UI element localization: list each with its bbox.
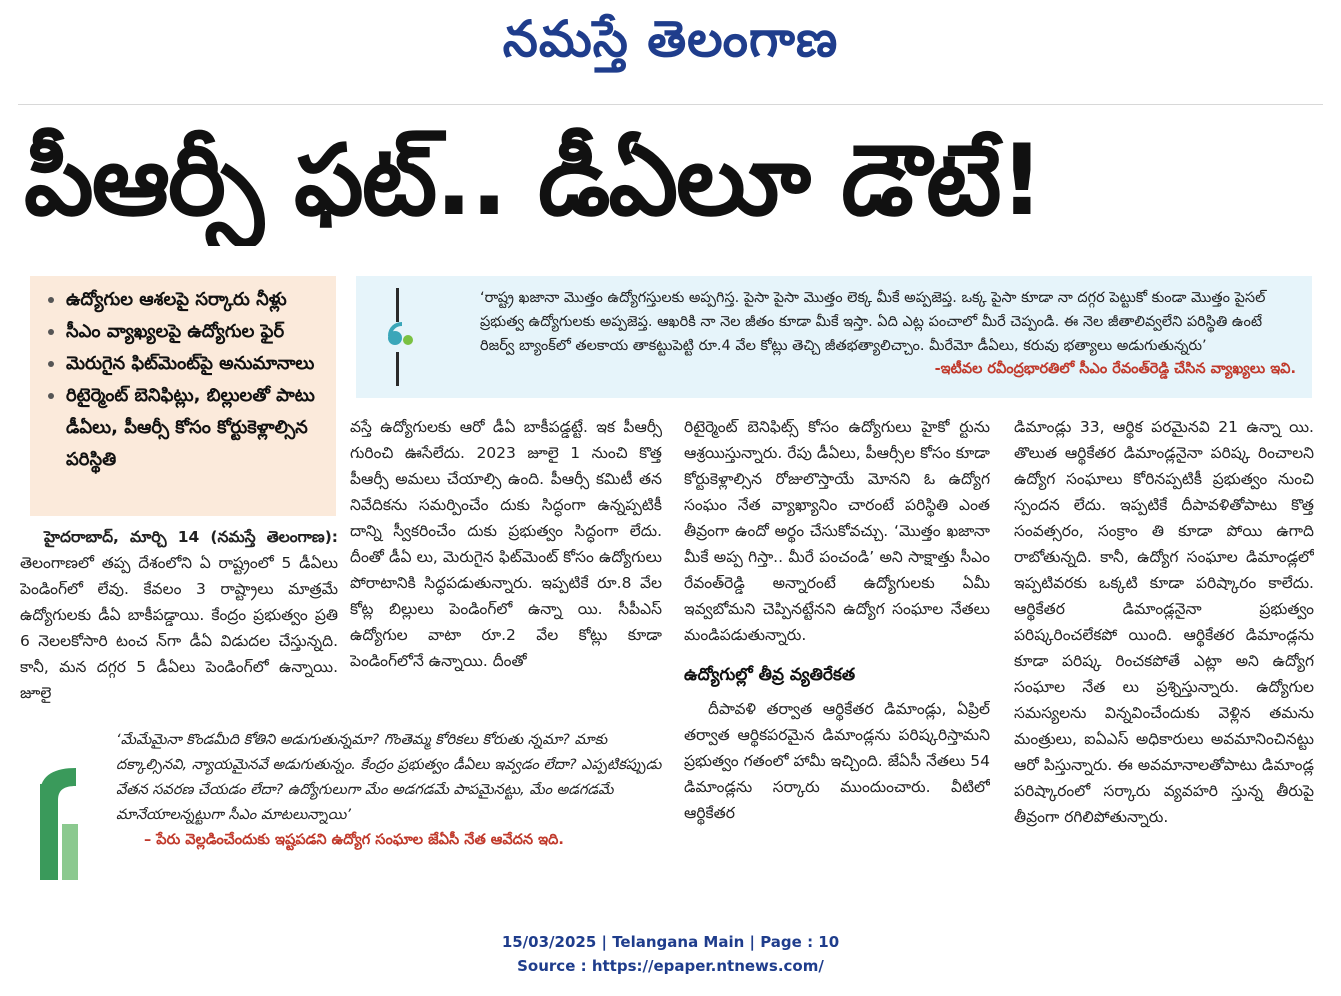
masthead-logo: నమస్తే తెలంగాణ [502,9,839,68]
bottom-quote-text: ‘మేమేమైనా కొండమీది కోతిని అడుగుతున్నమా? గొంతెమ్మ కోరికలు కోరుతు న్నమా? మాకు దక్కాల్సినవి, న్యాయమైనవే అడుగుతున్నం. కేంద్రం ప్రభుత్వం డీఏలు ఇవ్వడం లేదా? ఎప్పటికప్పుడు వేతన సవరణ చేయడం లేదా? ఉద్యోగులుగా మేం అడగడమే పాపమైనట్టు, మేం అడగడమే మానేయాలన్నట్టుగా సీఎం మాటలున్నాయి’ [116,732,662,823]
column-text: డిమాండ్లు 33, ఆర్థిక పరమైనవి 21 ఉన్నా యి. తొలుత ఆర్థికేతర డిమాండ్లనైనా పరిష్క రించాలని ఉద్యోగ సంఘాలు కోరినప్పటికీ ప్రభుత్వం నుంచి స్పందన లేదు. ఇప్పటికే దీపావళితోపాటు కొత్త సంవత్సరం, సంక్రాం తి కూడా పోయి ఉగాది రాబోతున్నది. కానీ, ఉద్యోగ సంఘాల డిమాండ్లలో ఇప్పటివరకు ఒక్కటి కూడా పరిష్కారం కాలేదు. ఆర్థికేతర డిమాండ్లనైనా ప్రభుత్వం పరిష్కరించలేకపో యింది. ఆర్థికేతర డిమాండ్లను కూడా పరిష్క రించకపోతే ఎట్లా అని ఉద్యోగ సంఘాల నేత లు ప్రశ్నిస్తున్నారు. ఉద్యోగుల సమస్యలను విన్నవించేందుకు వెళ్లిన తమను మంత్రులు, ఐఏఎస్ అధికారులు అవమానించినట్టు ఆరో పిస్తున్నారు. ఈ అవమానాలతోపాటు డిమాండ్ల పరిష్కారంలో సర్కారు వ్యవహరి స్తున్న తీరుపై తీవ్రంగా రగిలిపోతున్నారు. [1014,418,1314,826]
dateline: హైదరాబాద్, మార్చి 14 (నమస్తే తెలంగాణ): [44,528,338,546]
top-quote-box [356,276,1312,398]
top-quote-text: ‘రాష్ట్ర ఖజానా మొత్తం ఉద్యోగస్తులకు అప్పగిస్త. పైసా పైసా మొత్తం లెక్క మీకే అప్పజెప్త. ఒక్క పైసా కూడా నా దగ్గర పెట్టుకో కుండా మొత్తం పైసల్ ప్రభుత్వ ఉద్యోగులకు అప్పజెప్త. ఆఖరికి నా నెల జీతం కూడా మీకే ఇస్తా. ఏది ఎట్ల పంచాలో మీరే చెప్పండి. ఈ నెల జీతాలివ్వలేని పరిస్థితి ఉంటే రిజర్వ్ బ్యాంక్‌లో తలకాయ తాకట్టుపెట్టి రూ.4 వేల కోట్లు తెచ్చి జీతభత్యాలిచ్చాం. మీరేమో డీఏలు, కరువు భత్యాలు అడుగుతున్నరు’ [480,290,1266,354]
masthead-divider [18,104,1323,105]
bottom-quote [30,728,670,880]
quote-icon [386,320,414,350]
quote-divider [396,288,399,322]
column-text: వస్తే ఉద్యోగులకు ఆరో డీఏ బాకీపడ్డట్టే. ఇక పీఆర్సీ గురించి ఊసేలేదు. 2023 జూలై 1 నుంచి కొత్త పీఆర్సీ అమలు చేయాల్సి ఉంది. పీఆర్సీ కమిటీ తన నివేదికను సమర్పించేం దుకు సిద్ధంగా ఉన్నప్పటికీ దాన్ని స్వీకరించేం దుకు ప్రభుత్వం సిద్ధంగా లేదు. దీంతో డీఏ లు, మెరుగైన ఫిట్‌మెంట్ కోసం ఉద్యోగులు పోరాటానికి సిద్ధపడుతున్నారు. ఇప్పటికే రూ.8 వేల కోట్ల బిల్లులు పెండింగ్‌లో ఉన్నా యి. సీపీఎస్ ఉద్యోగుల వాటా రూ.2 వేల కోట్లు కూడా పెండింగ్‌లోనే ఉన్నాయి. దీంతో [350,418,662,670]
quote-divider [396,352,399,386]
highlight-item: ఉద్యోగుల ఆశలపై సర్కారు నీళ్లు [46,284,326,316]
column-text: తెలంగాణలో తప్ప దేశంలోని ఏ రాష్ట్రంలో 5 డీఏలు పెండింగ్‌లో లేవు. కేవలం 3 రాష్ట్రాలు మాత్రమే ఉద్యోగులకు డీఏ బాకీపడ్డాయి. కేంద్రం ప్రభుత్వం ప్రతి 6 నెలలకోసారి టంచ న్‌గా డీఏ విడుదల చేస్తున్నది. కానీ, మన దగ్గర 5 డీఏలు పెండింగ్‌లో ఉన్నాయి. జూలై [20,554,338,702]
article-column-1 [20,524,338,720]
highlight-item: మెరుగైన ఫిట్‌మెంట్‌పై అనుమానాలు [46,348,326,380]
highlights-box [30,276,336,516]
subheading: ఉద్యోగుల్లో తీవ్ర వ్యతిరేకత [684,665,856,685]
article-column-2 [350,414,662,720]
bottom-quote-source: – పేరు వెల్లడించేందుకు ఇష్టపడని ఉద్యోగ సంఘాల జేఏసీ నేత ఆవేదన ఇది. [144,832,564,848]
column-text: దీపావళి తర్వాత ఆర్థికేతర డిమాండ్లు, ఏప్రిల్ తర్వాత ఆర్థికపరమైన డిమాండ్లను పరిష్కరిస్తామని ప్రభుత్వం గతంలో హామీ ఇచ్చింది. జేఏసీ నేతలు 54 డిమాండ్లను సర్కారు ముందుంచారు. వీటిలో ఆర్థికేతర [684,700,990,822]
highlight-item: సీఎం వ్యాఖ్యలపై ఉద్యోగుల ఫైర్ [46,316,326,348]
footer-edition: 15/03/2025 | Telangana Main | Page : 10 [501,933,840,951]
page-footer [0,930,1341,978]
quote-icon [36,764,96,884]
column-text: రిటైర్మెంట్ బెనిఫిట్స్ కోసం ఉద్యోగులు హైకో ర్టును ఆశ్రయిస్తున్నారు. రేపు డీఏలు, పీఆర్సీల కోసం కూడా కోర్టుకెళ్లాల్సిన రోజులొస్తాయే మోనని ఓ ఉద్యోగ సంఘం నేత వ్యాఖ్యానిం చారంటే పరిస్థితి ఎంత తీవ్రంగా ఉందో అర్థం చేసుకోవచ్చు. ‘మొత్తం ఖజానా మీకే అప్ప గిస్తా.. మీరే పంచండి’ అని సాక్షాత్తు సీఎం రేవంత్‌రెడ్డి అన్నారంటే ఉద్యోగులకు ఏమీ ఇవ్వబోమని చెప్పినట్టేనని ఉద్యోగ సంఘాల నేతలు మండిపడుతున్నారు. [684,418,990,644]
article-column-3 [684,414,990,894]
article-column-4 [1014,414,1314,894]
highlight-item: రిటైర్మెంట్ బెనిఫిట్లు, బిల్లులతో పాటు డీఏలు, పీఆర్సీ కోసం కోర్టుకెళ్లాల్సిన పరిస్థితి [46,380,326,476]
top-quote-source: -ఇటీవల రవీంద్రభారతిలో సీఎం రేవంత్‌రెడ్డి చేసిన వ్యాఖ్యలు ఇవి. [934,361,1296,377]
headline: పీఆర్సీ ఫట్.. డీఏలూ డౌటే! [24,124,1043,238]
footer-source-link[interactable]: Source : https://epaper.ntnews.com/ [517,957,824,975]
